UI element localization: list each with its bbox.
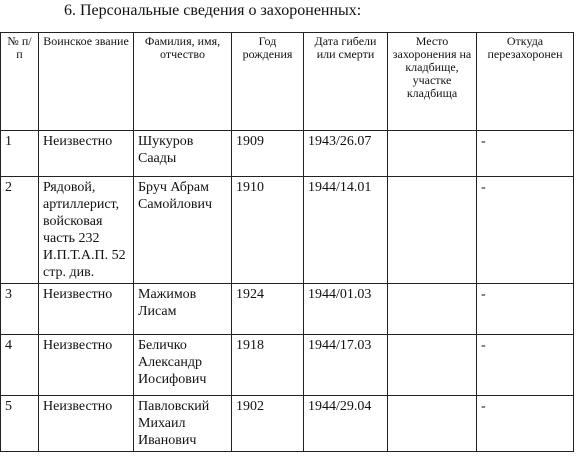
cell-death-date: 1943/26.07: [304, 131, 388, 177]
cell-birth-year: 1924: [232, 284, 304, 335]
cell-rank: Неизвестно: [39, 396, 134, 452]
header-number: № п/п: [1, 33, 39, 131]
cell-burial-place: [388, 131, 477, 177]
cell-number: 2: [1, 177, 39, 284]
cell-full-name: Павловский Михаил Иванович: [134, 396, 232, 452]
cell-reburied-from: -: [477, 335, 574, 396]
cell-reburied-from: -: [477, 396, 574, 452]
header-burial-place: Место захоронения на кладбище, участке кладбища: [388, 33, 477, 131]
cell-number: 5: [1, 396, 39, 452]
cell-burial-place: [388, 335, 477, 396]
cell-death-date: 1944/01.03: [304, 284, 388, 335]
cell-rank: Неизвестно: [39, 284, 134, 335]
header-row: [1, 33, 574, 131]
cell-number: 3: [1, 284, 39, 335]
cell-birth-year: 1902: [232, 396, 304, 452]
table-row: [1, 335, 574, 396]
burials-table: [0, 32, 574, 452]
cell-death-date: 1944/29.04: [304, 396, 388, 452]
table-row: [1, 396, 574, 452]
cell-rank: Неизвестно: [39, 131, 134, 177]
cell-death-date: 1944/14.01: [304, 177, 388, 284]
header-birth-year: Год рождения: [232, 33, 304, 131]
header-rank: Воинское звание: [39, 33, 134, 131]
cell-birth-year: 1918: [232, 335, 304, 396]
cell-full-name: Мажимов Лисам: [134, 284, 232, 335]
cell-number: 1: [1, 131, 39, 177]
header-full-name: Фамилия, имя, отчество: [134, 33, 232, 131]
cell-burial-place: [388, 284, 477, 335]
header-reburied-from: Откуда перезахоронен: [477, 33, 574, 131]
cell-full-name: Беличко Александр Иосифович: [134, 335, 232, 396]
cell-number: 4: [1, 335, 39, 396]
header-death-date: Дата гибели или смерти: [304, 33, 388, 131]
cell-death-date: 1944/17.03: [304, 335, 388, 396]
cell-full-name: Шукуров Саады: [134, 131, 232, 177]
cell-burial-place: [388, 396, 477, 452]
cell-reburied-from: -: [477, 177, 574, 284]
cell-birth-year: 1909: [232, 131, 304, 177]
cell-birth-year: 1910: [232, 177, 304, 284]
section-title: 6. Персональные сведения о захороненных:: [64, 2, 362, 19]
cell-reburied-from: -: [477, 284, 574, 335]
cell-rank: Рядовой, артиллерист, войсковая часть 232 И.П.Т.А.П. 52 стр. див.: [39, 177, 134, 284]
cell-burial-place: [388, 177, 477, 284]
table-row: [1, 177, 574, 284]
table-row: [1, 284, 574, 335]
cell-rank: Неизвестно: [39, 335, 134, 396]
cell-full-name: Бруч Абрам Самойлович: [134, 177, 232, 284]
table-row: [1, 131, 574, 177]
cell-reburied-from: -: [477, 131, 574, 177]
